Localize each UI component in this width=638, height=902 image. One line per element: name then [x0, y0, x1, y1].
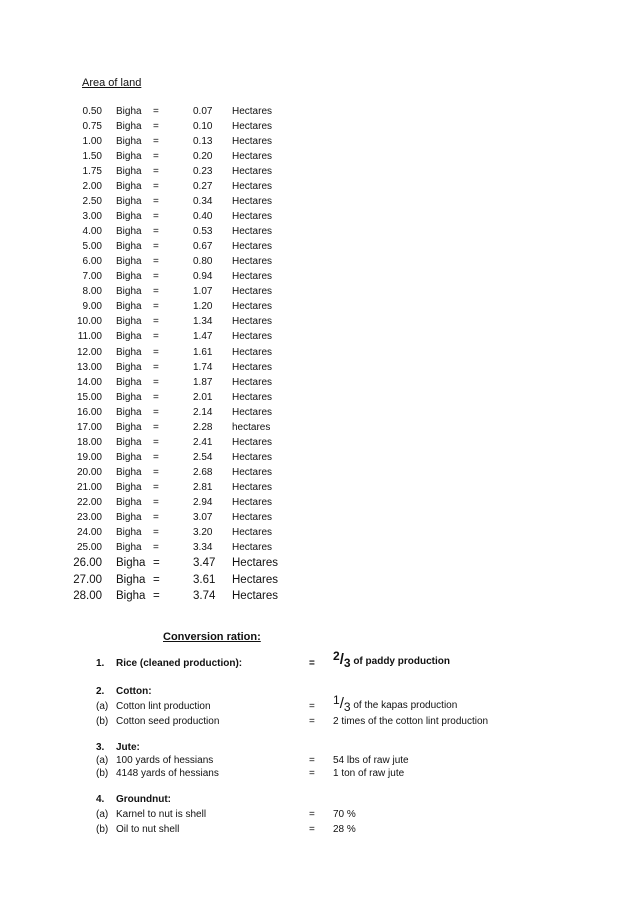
cotton-number: 2.: [96, 686, 105, 697]
hectares-value: 2.94: [193, 496, 213, 508]
equals-sign: =: [153, 136, 159, 148]
hectares-unit: Hectares: [232, 136, 273, 148]
hectares-value: 2.81: [193, 481, 213, 493]
groundnut-b-ratio-text: 28 %: [333, 824, 356, 835]
hectares-value: 1.20: [193, 301, 213, 313]
equals-sign: =: [153, 166, 159, 178]
equals-sign: =: [153, 196, 159, 208]
hectares-unit: Hectares: [232, 511, 273, 523]
bigha-unit: Bigha: [116, 106, 142, 117]
bigha-unit: Bigha: [116, 361, 142, 373]
bigha-value: 7.00: [82, 271, 102, 283]
hectares-unit: Hectares: [232, 106, 273, 117]
hectares-unit: Hectares: [232, 391, 273, 403]
bigha-unit: Bigha: [116, 316, 142, 328]
equals-sign: =: [153, 181, 159, 193]
hectares-unit: Hectares: [232, 526, 273, 538]
rice-number: 1.: [96, 658, 105, 669]
equals-sign: =: [153, 590, 160, 602]
hectares-value: 2.01: [193, 391, 213, 403]
bigha-unit: Bigha: [116, 541, 142, 553]
bigha-value: 2.50: [82, 196, 102, 208]
bigha-value: 10.00: [76, 316, 102, 328]
hectares-unit: Hectares: [232, 181, 273, 193]
bigha-unit: Bigha: [116, 166, 142, 178]
bigha-value: 1.50: [82, 151, 102, 163]
bigha-unit: Bigha: [116, 226, 142, 238]
bigha-unit: Bigha: [116, 121, 142, 132]
hectares-unit: Hectares: [232, 436, 273, 448]
bigha-value: 2.00: [82, 181, 102, 193]
bigha-unit: Bigha: [116, 271, 142, 283]
hectares-value: 0.23: [193, 166, 213, 178]
hectares-value: 3.61: [193, 573, 216, 586]
bigha-unit: Bigha: [116, 256, 142, 268]
bigha-unit: Bigha: [116, 451, 142, 463]
bigha-value: 17.00: [76, 421, 102, 433]
equals-sign: =: [153, 121, 159, 132]
bigha-unit: Bigha: [116, 151, 142, 163]
hectares-unit: Hectares: [232, 406, 273, 418]
bigha-unit: Bigha: [116, 376, 142, 388]
bigha-unit: Bigha: [116, 211, 142, 223]
bigha-unit: Bigha: [116, 286, 142, 298]
jute-b-equals: =: [309, 768, 315, 779]
bigha-unit: Bigha: [116, 331, 142, 343]
hectares-value: 2.14: [193, 406, 213, 418]
bigha-value: 18.00: [76, 436, 102, 448]
bigha-value: 15.00: [76, 391, 102, 403]
hectares-value: 0.07: [193, 106, 213, 117]
cotton-fraction-numerator: 1: [333, 693, 340, 707]
rice-fraction-denominator: 3: [343, 656, 351, 670]
hectares-value: 0.94: [193, 271, 213, 283]
equals-sign: =: [153, 481, 159, 493]
groundnut-b-equals: =: [309, 824, 315, 835]
bigha-unit: Bigha: [116, 466, 142, 478]
hectares-value: 3.20: [193, 526, 213, 538]
cotton-a-index: (a): [96, 701, 109, 712]
equals-sign: =: [153, 436, 159, 448]
hectares-value: 2.41: [193, 436, 213, 448]
groundnut-b-index: (b): [96, 824, 109, 835]
hectares-value: 0.20: [193, 151, 213, 163]
bigha-unit: Bigha: [116, 481, 142, 493]
groundnut-a-ratio-text: 70 %: [333, 809, 356, 820]
bigha-value: 22.00: [76, 496, 102, 508]
bigha-unit: Bigha: [116, 136, 142, 148]
bigha-value: 1.00: [82, 136, 102, 148]
rice-label: Rice (cleaned production):: [116, 658, 243, 669]
jute-b-label: 4148 yards of hessians: [116, 768, 219, 779]
hectares-unit: Hectares: [232, 361, 273, 373]
cotton-b-label: Cotton seed production: [116, 716, 220, 727]
equals-sign: =: [153, 241, 159, 253]
bigha-value: 5.00: [82, 241, 102, 253]
groundnut-b-label: Oil to nut shell: [116, 824, 180, 835]
equals-sign: =: [153, 466, 159, 478]
bigha-value: 19.00: [76, 451, 102, 463]
cotton-a-label: Cotton lint production: [116, 701, 211, 712]
hectares-unit: Hectares: [232, 481, 273, 493]
hectares-value: 3.47: [193, 557, 216, 569]
hectares-value: 0.80: [193, 256, 213, 268]
equals-sign: =: [153, 541, 159, 553]
hectares-value: 1.47: [193, 331, 213, 343]
jute-a-index: (a): [96, 755, 109, 766]
bigha-value: 14.00: [76, 376, 102, 388]
hectares-unit: Hectares: [232, 590, 279, 602]
bigha-value: 25.00: [76, 541, 102, 553]
hectares-unit: Hectares: [232, 346, 273, 358]
hectares-unit: Hectares: [232, 331, 273, 343]
hectares-unit: Hectares: [232, 557, 279, 569]
equals-sign: =: [153, 316, 159, 328]
cotton-a-ratio: 1/3 of the kapas production: [333, 693, 458, 714]
equals-sign: =: [153, 271, 159, 283]
hectares-unit: Hectares: [232, 573, 279, 586]
groundnut-label: Groundnut:: [116, 794, 171, 805]
cotton-b-ratio-text: 2 times of the cotton lint production: [333, 716, 489, 727]
hectares-unit: Hectares: [232, 301, 273, 313]
equals-sign: =: [153, 526, 159, 538]
bigha-unit: Bigha: [116, 196, 142, 208]
equals-sign: =: [153, 106, 159, 117]
bigha-value: 12.00: [76, 346, 102, 358]
jute-a-label: 100 yards of hessians: [116, 755, 214, 766]
cotton-b-index: (b): [96, 716, 109, 727]
hectares-unit: Hectares: [232, 466, 273, 478]
equals-sign: =: [153, 151, 159, 163]
bigha-value: 9.00: [82, 301, 102, 313]
hectares-value: 3.34: [193, 541, 213, 553]
hectares-unit: Hectares: [232, 166, 273, 178]
equals-sign: =: [153, 376, 159, 388]
jute-number: 3.: [96, 742, 105, 753]
hectares-value: 0.13: [193, 136, 213, 148]
hectares-value: 0.27: [193, 181, 213, 193]
equals-sign: =: [153, 406, 159, 418]
bigha-unit: Bigha: [116, 436, 142, 448]
equals-sign: =: [153, 557, 160, 569]
hectares-value: 0.40: [193, 211, 213, 223]
bigha-value: 27.00: [73, 573, 102, 586]
hectares-unit: Hectares: [232, 496, 273, 508]
bigha-value: 28.00: [73, 590, 102, 602]
hectares-unit: Hectares: [232, 271, 273, 283]
hectares-value: 1.87: [193, 376, 213, 388]
bigha-unit: Bigha: [116, 406, 142, 418]
bigha-unit: Bigha: [116, 241, 142, 253]
rice-ratio-text: of paddy production: [350, 656, 450, 667]
hectares-unit: Hectares: [232, 226, 273, 238]
equals-sign: =: [153, 511, 159, 523]
equals-sign: =: [153, 301, 159, 313]
hectares-unit: Hectares: [232, 256, 273, 268]
hectares-value: 1.74: [193, 361, 213, 373]
hectares-value: 0.34: [193, 196, 213, 208]
conversion-ratio-title: Conversion ration:: [163, 631, 261, 643]
jute-a-ratio-text: 54 lbs of raw jute: [333, 755, 409, 766]
bigha-unit: Bigha: [116, 526, 142, 538]
jute-b-index: (b): [96, 768, 109, 779]
hectares-value: 0.53: [193, 226, 213, 238]
bigha-unit: Bigha: [116, 557, 146, 569]
bigha-value: 21.00: [76, 481, 102, 493]
equals-sign: =: [153, 451, 159, 463]
hectares-unit: Hectares: [232, 196, 273, 208]
hectares-unit: Hectares: [232, 376, 273, 388]
groundnut-a-equals: =: [309, 809, 315, 820]
hectares-value: 1.07: [193, 286, 213, 298]
hectares-unit: hectares: [232, 421, 271, 433]
bigha-value: 16.00: [76, 406, 102, 418]
bigha-value: 3.00: [82, 211, 102, 223]
bigha-value: 0.75: [82, 121, 102, 132]
rice-ratio: 2/3 of paddy production: [333, 649, 450, 670]
equals-sign: =: [153, 361, 159, 373]
hectares-value: 2.28: [193, 421, 213, 433]
bigha-unit: Bigha: [116, 496, 142, 508]
bigha-unit: Bigha: [116, 181, 142, 193]
equals-sign: =: [153, 331, 159, 343]
rice-equals: =: [309, 658, 315, 669]
bigha-value: 11.00: [77, 331, 102, 343]
rice-fraction-numerator: 2: [333, 649, 340, 663]
hectares-unit: Hectares: [232, 286, 273, 298]
bigha-value: 24.00: [76, 526, 102, 538]
hectares-value: 3.74: [193, 590, 216, 602]
cotton-a-ratio-text: of the kapas production: [350, 700, 458, 711]
hectares-value: 2.54: [193, 451, 213, 463]
jute-b-ratio-text: 1 ton of raw jute: [333, 768, 405, 779]
cotton-b-equals: =: [309, 716, 315, 727]
hectares-unit: Hectares: [232, 151, 273, 163]
cotton-label: Cotton:: [116, 686, 152, 697]
cotton-fraction-denominator: 3: [343, 700, 351, 714]
equals-sign: =: [153, 573, 160, 586]
groundnut-number: 4.: [96, 794, 105, 805]
groundnut-a-label: Karnel to nut is shell: [116, 809, 207, 820]
bigha-value: 4.00: [82, 226, 102, 238]
hectares-unit: Hectares: [232, 541, 273, 553]
bigha-unit: Bigha: [116, 573, 146, 586]
equals-sign: =: [153, 391, 159, 403]
hectares-unit: Hectares: [232, 451, 273, 463]
hectares-value: 3.07: [193, 511, 213, 523]
bigha-value: 26.00: [73, 557, 102, 569]
bigha-unit: Bigha: [116, 590, 146, 602]
bigha-unit: Bigha: [116, 346, 142, 358]
hectares-unit: Hectares: [232, 316, 273, 328]
jute-label: Jute:: [116, 742, 140, 753]
bigha-value: 23.00: [76, 511, 102, 523]
hectares-value: 0.67: [193, 241, 213, 253]
jute-a-equals: =: [309, 755, 315, 766]
cotton-a-equals: =: [309, 701, 315, 712]
equals-sign: =: [153, 256, 159, 268]
hectares-unit: Hectares: [232, 121, 273, 132]
bigha-value: 8.00: [82, 286, 102, 298]
bigha-unit: Bigha: [116, 511, 142, 523]
bigha-value: 1.75: [82, 166, 102, 178]
equals-sign: =: [153, 346, 159, 358]
bigha-value: 20.00: [76, 466, 102, 478]
bigha-value: 0.50: [82, 106, 102, 117]
bigha-value: 6.00: [82, 256, 102, 268]
hectares-value: 1.61: [193, 346, 213, 358]
area-of-land-title: Area of land: [82, 77, 142, 89]
hectares-value: 2.68: [193, 466, 213, 478]
bigha-unit: Bigha: [116, 421, 142, 433]
hectares-unit: Hectares: [232, 241, 273, 253]
bigha-unit: Bigha: [116, 391, 142, 403]
equals-sign: =: [153, 211, 159, 223]
hectares-value: 0.10: [193, 121, 213, 132]
bigha-unit: Bigha: [116, 301, 142, 313]
equals-sign: =: [153, 421, 159, 433]
hectares-value: 1.34: [193, 316, 213, 328]
equals-sign: =: [153, 226, 159, 238]
equals-sign: =: [153, 496, 159, 508]
bigha-value: 13.00: [76, 361, 102, 373]
groundnut-a-index: (a): [96, 809, 109, 820]
hectares-unit: Hectares: [232, 211, 273, 223]
equals-sign: =: [153, 286, 159, 298]
